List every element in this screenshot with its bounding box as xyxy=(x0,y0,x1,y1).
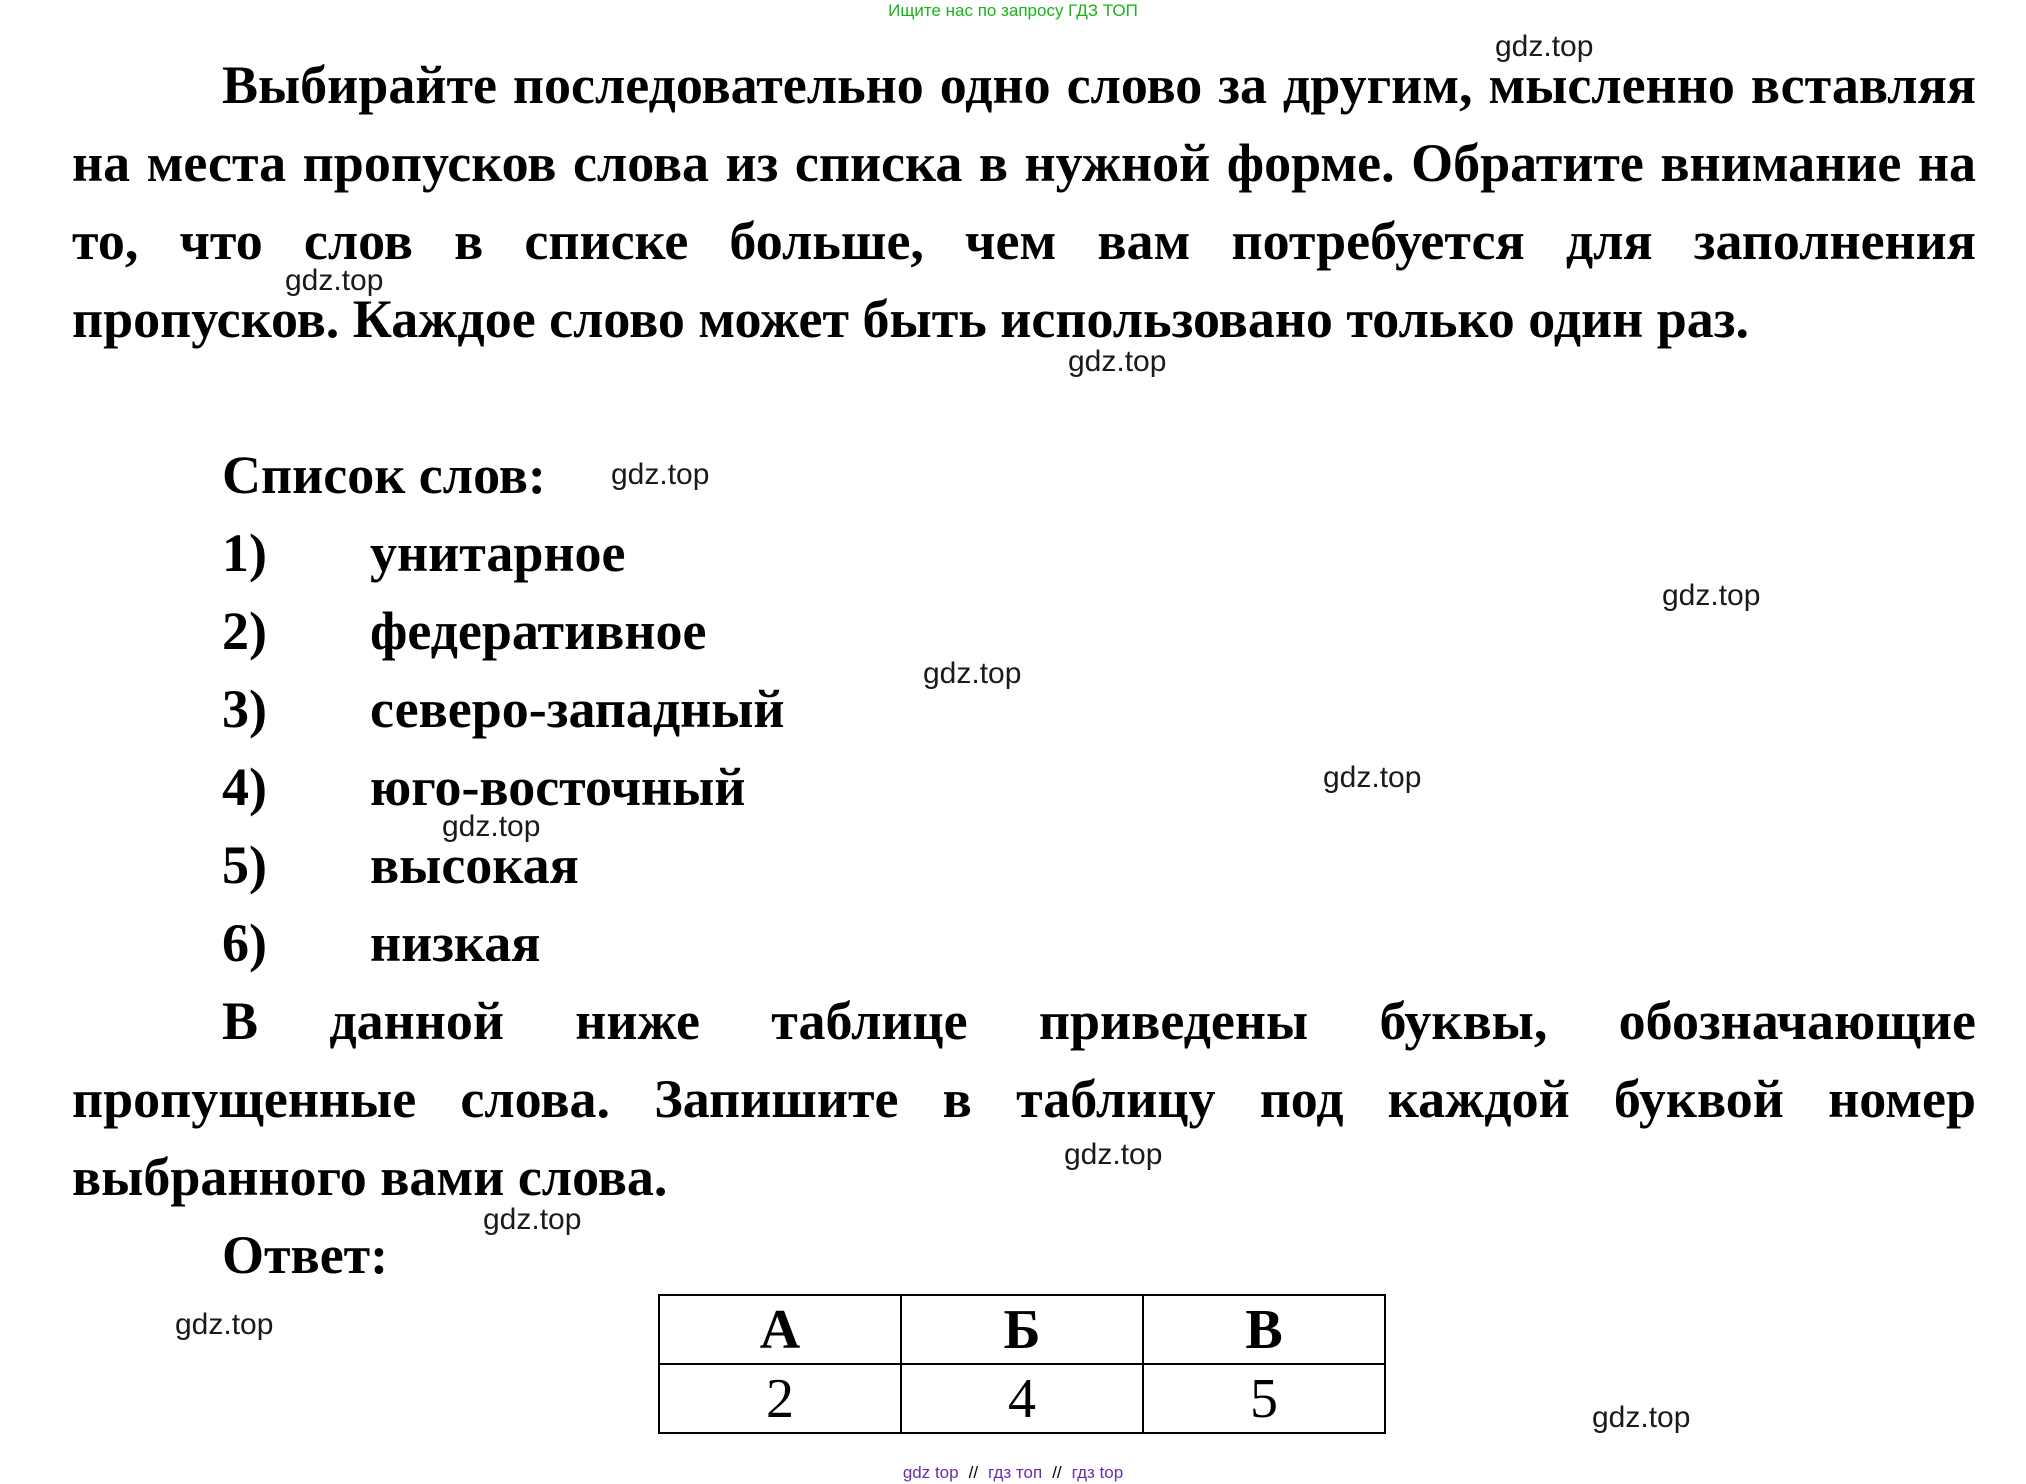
word-list-item-word: высокая xyxy=(370,835,579,895)
word-list-item-word: юго-восточный xyxy=(370,757,746,817)
word-list-item xyxy=(222,514,626,592)
word-list-heading: Список слов: xyxy=(222,445,546,505)
watermark: gdz.top xyxy=(285,264,384,297)
word-list-item-number: 1) xyxy=(222,523,267,583)
top-banner: Ищите нас по запросу ГДЗ ТОП xyxy=(888,1,1138,20)
watermark: gdz.top xyxy=(1495,30,1594,63)
bottom-banner-separator: // xyxy=(968,1463,979,1482)
bottom-banner-item: гдз top xyxy=(1071,1463,1124,1482)
bottom-banner-item: gdz top xyxy=(902,1463,959,1482)
word-list-item-number: 6) xyxy=(222,913,267,973)
word-list-item-word: северо-западный xyxy=(370,679,785,739)
watermark: gdz.top xyxy=(442,810,541,843)
answer-table-header-cell: А xyxy=(659,1295,901,1364)
answer-table-value-cell: 2 xyxy=(659,1364,901,1433)
answer-table xyxy=(658,1294,1386,1434)
word-list-item xyxy=(222,592,706,670)
watermark: gdz.top xyxy=(1323,761,1422,794)
bottom-banner xyxy=(0,1462,2026,1484)
word-list-item-word: низкая xyxy=(370,913,541,973)
table-note-paragraph: В данной ниже таблице приведены буквы, обозначающие пропущенные слова. Запишите в таблицу под каждой буквой номер выбранного вами слова. xyxy=(72,991,1976,1207)
instructions-paragraph: Выбирайте последовательно одно слово за другим, мысленно вставляя на места пропусков слова из списка в нужной форме. Обратите внимание на то, что слов в списке больше, чем вам потребуется для заполнения пропусков. Каждое слово может быть использовано только один раз. xyxy=(72,55,1976,349)
answer-table-value-row xyxy=(659,1364,1385,1433)
word-list-item xyxy=(222,670,785,748)
word-list-item-number: 2) xyxy=(222,601,267,661)
bottom-banner-item: гдз топ xyxy=(988,1463,1043,1482)
watermark: gdz.top xyxy=(923,657,1022,690)
answer-table-header-row xyxy=(659,1295,1385,1364)
watermark: gdz.top xyxy=(1662,579,1761,612)
bottom-banner-separator: // xyxy=(1052,1463,1062,1482)
watermark: gdz.top xyxy=(1068,345,1167,378)
word-list-item-word: унитарное xyxy=(370,523,626,583)
word-list-item-word: федеративное xyxy=(370,601,707,661)
answer-table-value-cell: 5 xyxy=(1143,1364,1385,1433)
word-list-item-number: 3) xyxy=(222,679,267,739)
word-list-item-number: 5) xyxy=(222,835,267,895)
watermark: gdz.top xyxy=(611,458,710,491)
answer-heading: Ответ: xyxy=(222,1225,389,1285)
word-list-item xyxy=(222,904,540,982)
answer-table-value-cell: 4 xyxy=(901,1364,1143,1433)
watermark: gdz.top xyxy=(1592,1401,1691,1434)
watermark: gdz.top xyxy=(175,1308,274,1341)
answer-table-header-cell: В xyxy=(1143,1295,1385,1364)
watermark: gdz.top xyxy=(483,1203,582,1236)
watermark: gdz.top xyxy=(1064,1138,1163,1171)
answer-table-header-cell: Б xyxy=(901,1295,1143,1364)
word-list-item-number: 4) xyxy=(222,757,267,817)
